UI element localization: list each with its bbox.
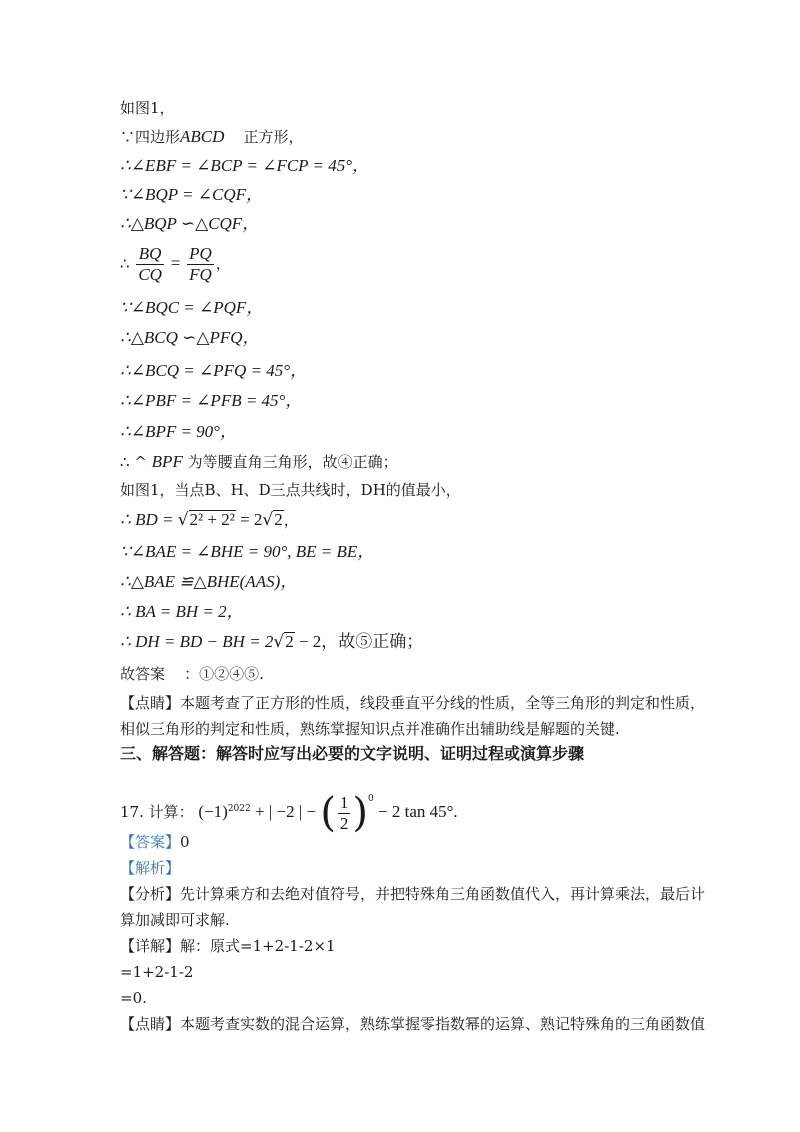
analysis-line [120, 858, 180, 878]
radical-sign: √ [177, 510, 189, 530]
math-text: ∴∠BPF = 90°， [120, 422, 237, 441]
radicand: 2 [274, 510, 283, 529]
left-paren: ( [320, 790, 336, 836]
text-line [120, 542, 374, 562]
text-line [120, 510, 299, 530]
text-line [120, 632, 423, 652]
text: ∴ [120, 254, 130, 273]
math-text: − 2，故⑤正确； [294, 632, 424, 651]
question-line [120, 777, 458, 834]
answer-line [120, 664, 264, 684]
fraction-line [120, 244, 231, 285]
math-text: ∴ DH = BD − BH = 2 [120, 632, 274, 651]
text: 【点睛】本题考查实数的混合运算，熟练掌握零指数幂的运算、熟记特殊角的三角函数值 [120, 1015, 706, 1033]
text: ：①②④⑤. [184, 665, 264, 683]
math-text: ∵∠BAE = ∠BHE = 90°, BE = BE， [120, 542, 375, 561]
text: 【详解】解：原式=1+2-1-2×1 [120, 937, 336, 955]
analysis-tag: 【解析】 [120, 859, 181, 877]
section-heading [120, 744, 584, 764]
fraction [187, 244, 214, 285]
math-text: ∵∠BQC = ∠PQF， [120, 298, 264, 317]
text: =1+2-1-2 [120, 963, 194, 981]
text: 17. 计算： [120, 803, 194, 821]
text-line [120, 962, 193, 982]
text-line [120, 391, 302, 411]
text-line [120, 361, 307, 381]
text: =0. [120, 989, 147, 1007]
radicand: 2² + 2² [189, 510, 235, 529]
text-line [120, 910, 230, 930]
exponent: 0 [368, 794, 374, 804]
math-text: ∴∠EBF = ∠BCP = ∠FCP = 45°， [120, 156, 370, 175]
equals-sign: = [170, 253, 181, 273]
math-text: ∴△BQP ∽△CQF， [120, 214, 260, 233]
math-text: ∴△BCQ ∽△PFQ， [120, 328, 260, 347]
answer-line [120, 832, 190, 852]
text: 【点睛】本题考查了正方形的性质，线段垂直平分线的性质，全等三角形的判定和性质， [120, 694, 706, 712]
text-line [120, 572, 297, 592]
text-line [120, 884, 705, 904]
text: 相似三角形的判定和性质，熟练掌握知识点并准确作出辅助线是解题的关键. [120, 720, 620, 738]
math-text: ∴△BAE ≌△BHE(AAS)， [120, 572, 298, 591]
fraction [136, 244, 164, 285]
denominator: 2 [339, 813, 349, 833]
text-line [120, 185, 263, 205]
fraction [338, 793, 351, 834]
text-line [120, 452, 398, 472]
numerator: 1 [339, 792, 349, 812]
math-text: ABCD [180, 127, 225, 146]
text: 正方形， [243, 128, 304, 146]
exponent: 2022 [227, 804, 251, 814]
text: 0 [180, 833, 190, 851]
radical-sign: √ [273, 632, 285, 652]
text-line [120, 422, 237, 442]
text: 故答案 [120, 665, 166, 683]
comment-line [120, 1014, 705, 1034]
text: 如图1， [120, 99, 175, 117]
comment-line [120, 693, 705, 713]
text: 为等腰直角三角形，故④正确； [187, 453, 398, 471]
text-line [120, 602, 244, 622]
text: 【分析】先计算乘方和去绝对值符号，并把特殊角三角函数值代入，再计算乘法，最后计 [120, 885, 706, 903]
math-text: + | −2 | − [250, 802, 321, 821]
math-text: (−1) [198, 802, 228, 821]
answer-tag: 【答案】 [120, 833, 181, 851]
text-line [120, 328, 260, 348]
text: ， [283, 511, 299, 529]
text: 算加减即可求解. [120, 911, 230, 929]
text: ∵四边形 [120, 128, 181, 146]
denominator: FQ [189, 265, 212, 284]
text-line [120, 156, 369, 176]
math-text: ∴∠PBF = ∠PFB = 45°， [120, 391, 303, 410]
text-line [120, 214, 259, 234]
numerator: BQ [136, 244, 164, 265]
math-text: BPF [151, 452, 183, 471]
numerator: PQ [189, 244, 212, 263]
text: ∴ ^ [120, 453, 147, 471]
comment-line [120, 719, 620, 739]
text: ， [215, 254, 231, 273]
text-line [120, 480, 461, 500]
math-text: ∴ BD = [120, 510, 178, 529]
text-line [120, 298, 263, 318]
math-text: ∵∠BQP = ∠CQF， [120, 185, 264, 204]
math-text: = 2 [235, 510, 263, 529]
denominator: CQ [138, 265, 162, 284]
text-line [120, 127, 304, 147]
text-line [120, 988, 147, 1008]
right-paren: ) [352, 790, 369, 836]
radical-sign: √ [262, 510, 274, 530]
text-line [120, 98, 175, 118]
math-text: − 2 tan 45°. [373, 802, 458, 821]
text-line [120, 936, 336, 956]
math-text: ∴ BA = BH = 2， [120, 602, 244, 621]
radicand: 2 [285, 632, 294, 651]
math-text: ∴∠BCQ = ∠PFQ = 45°， [120, 361, 308, 380]
text: 如图1，当点B、H、D三点共线时，DH的值最小， [120, 481, 461, 499]
heading-text: 三、解答题：解答时应写出必要的文字说明、证明过程或演算步骤 [120, 744, 585, 763]
